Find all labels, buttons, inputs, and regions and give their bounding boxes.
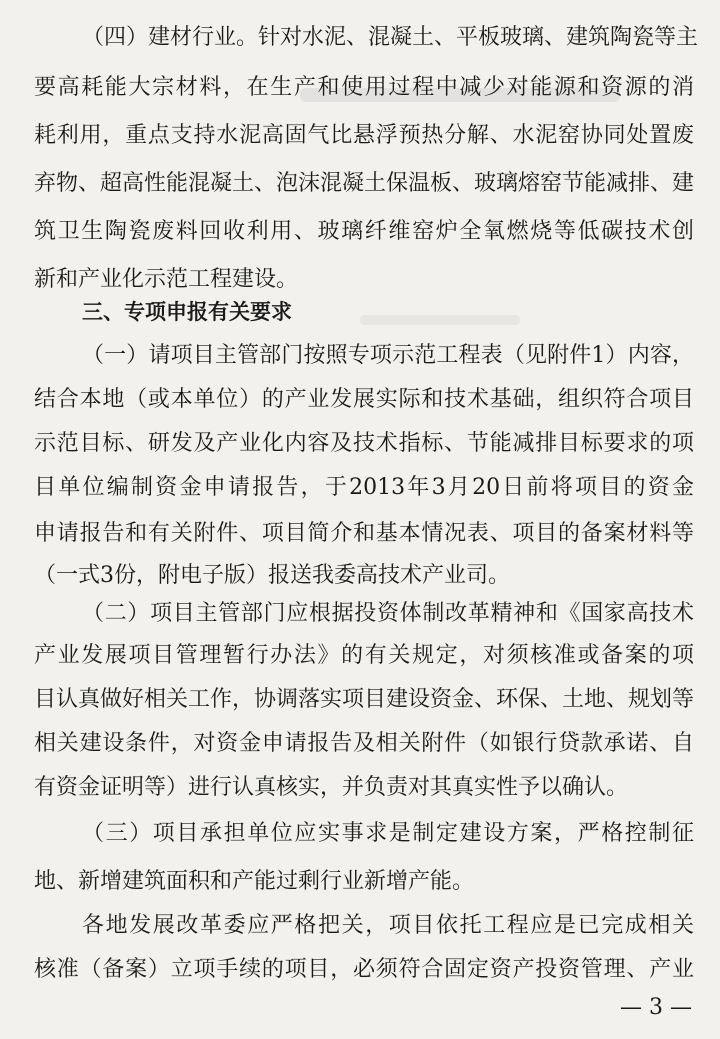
text-line: 各地发展改革委应严格把关，项目依托工程应是已完成相关 (82, 913, 694, 938)
text-line: 弃物、超高性能混凝土、泡沫混凝土保温板、玻璃熔窑节能减排、建 (34, 171, 695, 196)
text-line: 要高耗能大宗材料，在生产和使用过程中减少对能源和资源的消 (34, 75, 694, 100)
text-line: 结合本地（或本单位）的产业发展实际和技术基础，组织符合项目 (34, 387, 694, 412)
text-line: 目认真做好相关工作，协调落实项目建设资金、环保、土地、规划等 (34, 687, 695, 712)
page-number: — 3 — (620, 995, 692, 1020)
text-line: 示范目标、研发及产业化内容及技术指标、节能减排目标要求的项 (34, 431, 694, 456)
section-heading: 三、专项申报有关要求 (82, 300, 292, 324)
text-line: 申请报告和有关附件、项目简介和基本情况表、项目的备案材料等 (34, 521, 694, 546)
text-line: （一）请项目主管部门按照专项示范工程表（见附件1）内容， (82, 343, 694, 368)
text-line: （四）建材行业。针对水泥、混凝土、平板玻璃、建筑陶瓷等主 (82, 25, 699, 50)
text-line: （一式3份，附电子版）报送我委高技术产业司。 (34, 563, 510, 588)
text-line: 核准（备案）立项手续的项目，必须符合固定资产投资管理、产业 (34, 957, 694, 982)
text-line: 耗利用，重点支持水泥高固气比悬浮预热分解、水泥窑协同处置废 (34, 123, 694, 148)
text-line: 有资金证明等）进行认真核实，并负责对其真实性予以确认。 (34, 775, 629, 800)
text-line: 地、新增建筑面积和产能过剩行业新增产能。 (34, 869, 475, 894)
text-line: （二）项目主管部门应根据投资体制改革精神和《国家高技术 (82, 601, 694, 626)
text-line: 目单位编制资金申请报告，于2013年3月20日前将项目的资金 (34, 475, 694, 500)
text-line: 新和产业化示范工程建设。 (34, 267, 299, 292)
text-line: 产业发展项目管理暂行办法》的有关规定，对须核准或备案的项 (34, 643, 694, 668)
text-line: 筑卫生陶瓷废料回收利用、玻璃纤维窑炉全氧燃烧等低碳技术创 (34, 219, 694, 244)
text-line: （三）项目承担单位应实事求是制定建设方案，严格控制征 (82, 821, 694, 846)
text-line: 相关建设条件，对资金申请报告及相关附件（如银行贷款承诺、自 (34, 731, 694, 756)
